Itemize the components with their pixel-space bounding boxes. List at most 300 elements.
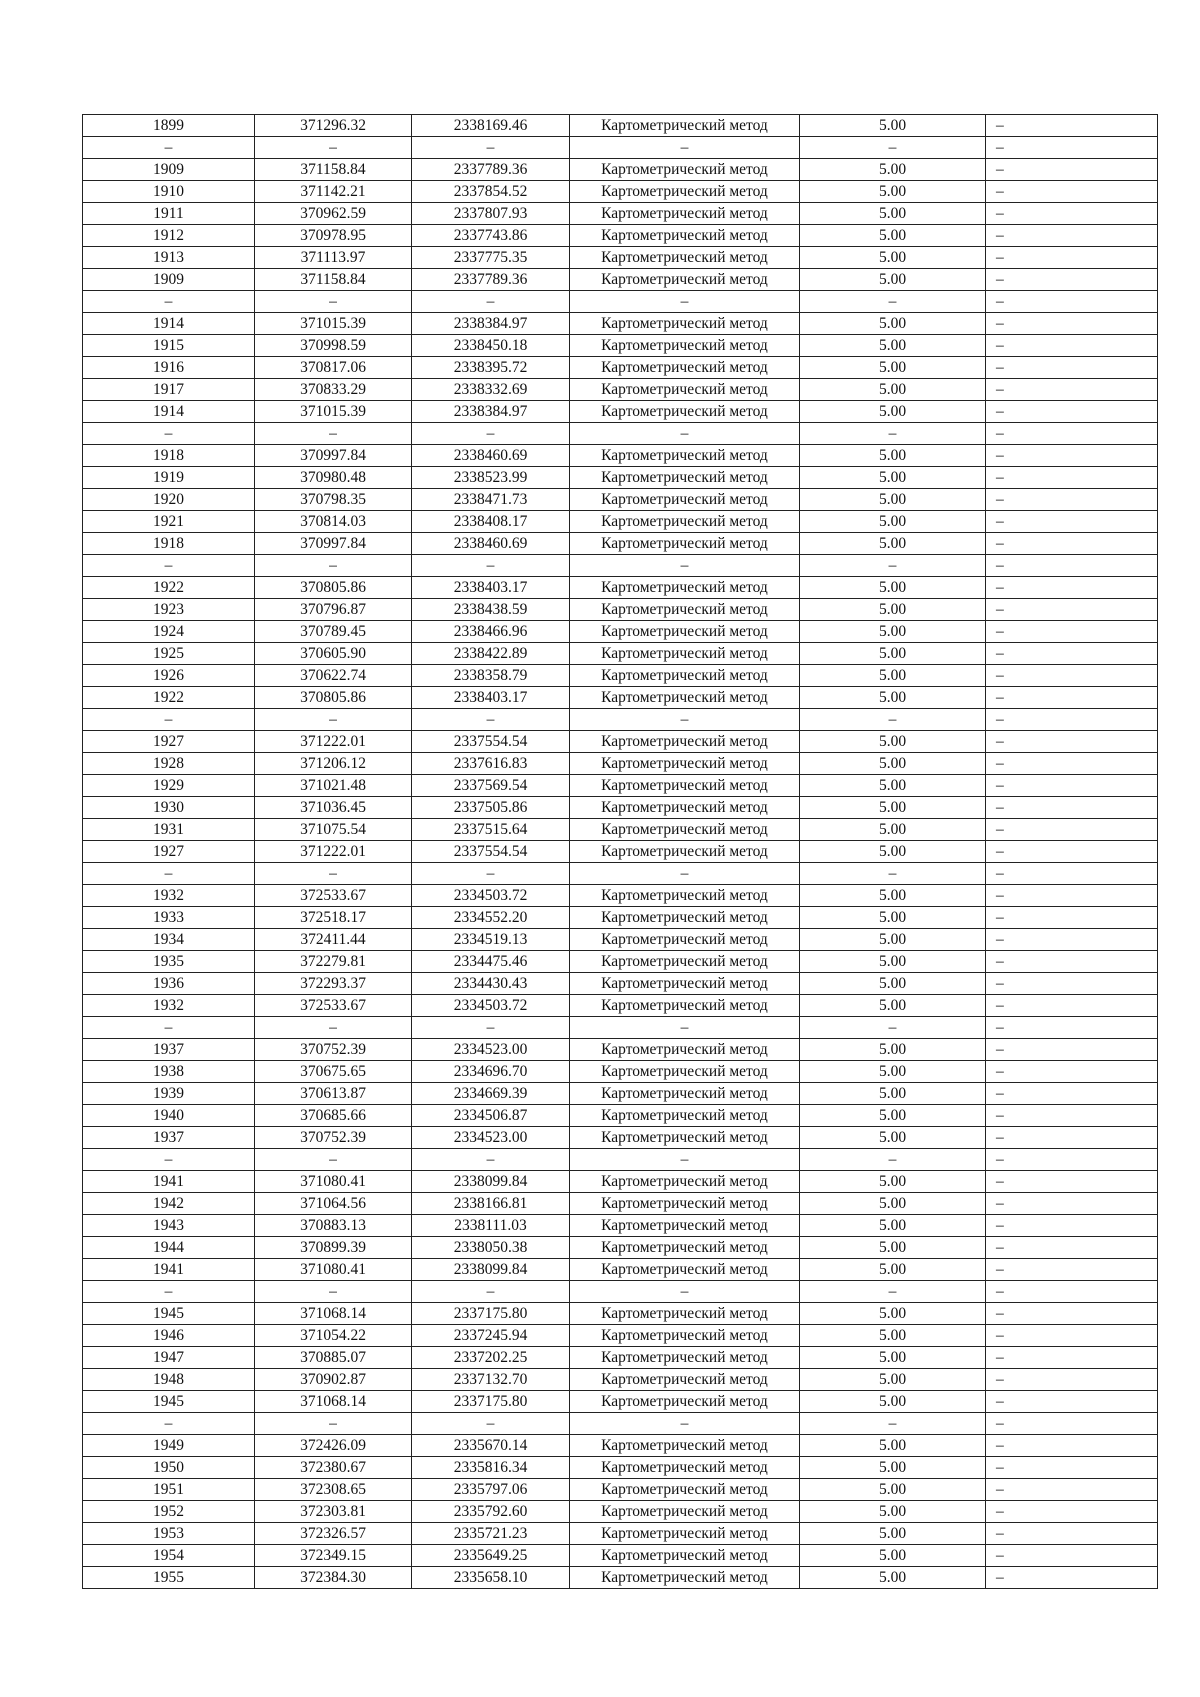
x-coordinate-cell: 372349.15 bbox=[255, 1545, 412, 1567]
method-cell: Картометрический метод bbox=[570, 885, 800, 907]
table-row bbox=[83, 1259, 1158, 1281]
remark-cell: – bbox=[986, 181, 1158, 203]
y-coordinate-cell: 2334430.43 bbox=[412, 973, 570, 995]
x-coordinate-cell: 371113.97 bbox=[255, 247, 412, 269]
method-cell: Картометрический метод bbox=[570, 467, 800, 489]
remark-cell: – bbox=[986, 1523, 1158, 1545]
y-coordinate-cell: – bbox=[412, 1281, 570, 1303]
accuracy-cell: 5.00 bbox=[800, 687, 986, 709]
x-coordinate-cell: 370613.87 bbox=[255, 1083, 412, 1105]
remark-cell: – bbox=[986, 1303, 1158, 1325]
table-row bbox=[83, 643, 1158, 665]
point-number-cell: – bbox=[83, 423, 255, 445]
x-coordinate-cell: 370998.59 bbox=[255, 335, 412, 357]
y-coordinate-cell: 2338050.38 bbox=[412, 1237, 570, 1259]
table-row bbox=[83, 1061, 1158, 1083]
accuracy-cell: 5.00 bbox=[800, 753, 986, 775]
table-row bbox=[83, 907, 1158, 929]
method-cell: Картометрический метод bbox=[570, 1567, 800, 1589]
y-coordinate-cell: 2334523.00 bbox=[412, 1127, 570, 1149]
remark-cell: – bbox=[986, 995, 1158, 1017]
table-row bbox=[83, 1105, 1158, 1127]
x-coordinate-cell: 372411.44 bbox=[255, 929, 412, 951]
point-number-cell: – bbox=[83, 709, 255, 731]
y-coordinate-cell: 2337789.36 bbox=[412, 159, 570, 181]
y-coordinate-cell: 2338395.72 bbox=[412, 357, 570, 379]
accuracy-cell: – bbox=[800, 1149, 986, 1171]
table-row bbox=[83, 1347, 1158, 1369]
point-number-cell: 1932 bbox=[83, 885, 255, 907]
y-coordinate-cell: 2334503.72 bbox=[412, 995, 570, 1017]
point-number-cell: 1949 bbox=[83, 1435, 255, 1457]
method-cell: Картометрический метод bbox=[570, 929, 800, 951]
method-cell: Картометрический метод bbox=[570, 951, 800, 973]
y-coordinate-cell: 2338099.84 bbox=[412, 1171, 570, 1193]
table-row bbox=[83, 995, 1158, 1017]
x-coordinate-cell: 371080.41 bbox=[255, 1171, 412, 1193]
accuracy-cell: 5.00 bbox=[800, 841, 986, 863]
point-number-cell: 1937 bbox=[83, 1127, 255, 1149]
coordinate-table bbox=[82, 114, 1158, 1589]
x-coordinate-cell: 370978.95 bbox=[255, 225, 412, 247]
point-number-cell: 1934 bbox=[83, 929, 255, 951]
table-row bbox=[83, 203, 1158, 225]
method-cell: Картометрический метод bbox=[570, 489, 800, 511]
point-number-cell: 1943 bbox=[83, 1215, 255, 1237]
method-cell: Картометрический метод bbox=[570, 335, 800, 357]
table-row bbox=[83, 1457, 1158, 1479]
table-row bbox=[83, 1413, 1158, 1435]
method-cell: – bbox=[570, 1149, 800, 1171]
remark-cell: – bbox=[986, 1369, 1158, 1391]
accuracy-cell: 5.00 bbox=[800, 511, 986, 533]
table-row bbox=[83, 599, 1158, 621]
y-coordinate-cell: 2338466.96 bbox=[412, 621, 570, 643]
method-cell: Картометрический метод bbox=[570, 797, 800, 819]
point-number-cell: 1921 bbox=[83, 511, 255, 533]
method-cell: Картометрический метод bbox=[570, 203, 800, 225]
y-coordinate-cell: 2338358.79 bbox=[412, 665, 570, 687]
table-row bbox=[83, 929, 1158, 951]
x-coordinate-cell: 370798.35 bbox=[255, 489, 412, 511]
table-row bbox=[83, 445, 1158, 467]
point-number-cell: – bbox=[83, 555, 255, 577]
table-row bbox=[83, 1501, 1158, 1523]
point-number-cell: 1939 bbox=[83, 1083, 255, 1105]
point-number-cell: 1941 bbox=[83, 1259, 255, 1281]
y-coordinate-cell: – bbox=[412, 555, 570, 577]
x-coordinate-cell: 371068.14 bbox=[255, 1391, 412, 1413]
remark-cell: – bbox=[986, 1017, 1158, 1039]
x-coordinate-cell: 370902.87 bbox=[255, 1369, 412, 1391]
y-coordinate-cell: 2334669.39 bbox=[412, 1083, 570, 1105]
method-cell: Картометрический метод bbox=[570, 731, 800, 753]
method-cell: Картометрический метод bbox=[570, 1435, 800, 1457]
method-cell: Картометрический метод bbox=[570, 1391, 800, 1413]
accuracy-cell: 5.00 bbox=[800, 1083, 986, 1105]
method-cell: Картометрический метод bbox=[570, 269, 800, 291]
y-coordinate-cell: 2338111.03 bbox=[412, 1215, 570, 1237]
method-cell: Картометрический метод bbox=[570, 643, 800, 665]
table-row bbox=[83, 1281, 1158, 1303]
remark-cell: – bbox=[986, 247, 1158, 269]
table-row bbox=[83, 863, 1158, 885]
point-number-cell: 1945 bbox=[83, 1391, 255, 1413]
y-coordinate-cell: 2334475.46 bbox=[412, 951, 570, 973]
method-cell: Картометрический метод bbox=[570, 1105, 800, 1127]
method-cell: Картометрический метод bbox=[570, 1545, 800, 1567]
accuracy-cell: 5.00 bbox=[800, 467, 986, 489]
remark-cell: – bbox=[986, 533, 1158, 555]
point-number-cell: 1911 bbox=[83, 203, 255, 225]
accuracy-cell: 5.00 bbox=[800, 1259, 986, 1281]
point-number-cell: 1909 bbox=[83, 159, 255, 181]
y-coordinate-cell: – bbox=[412, 423, 570, 445]
y-coordinate-cell: 2334503.72 bbox=[412, 885, 570, 907]
method-cell: Картометрический метод bbox=[570, 1369, 800, 1391]
y-coordinate-cell: 2335658.10 bbox=[412, 1567, 570, 1589]
method-cell: Картометрический метод bbox=[570, 401, 800, 423]
x-coordinate-cell: 370685.66 bbox=[255, 1105, 412, 1127]
accuracy-cell: 5.00 bbox=[800, 1567, 986, 1589]
table-row bbox=[83, 1193, 1158, 1215]
table-row bbox=[83, 1039, 1158, 1061]
x-coordinate-cell: 371075.54 bbox=[255, 819, 412, 841]
table-row bbox=[83, 511, 1158, 533]
accuracy-cell: 5.00 bbox=[800, 335, 986, 357]
table-row bbox=[83, 1237, 1158, 1259]
method-cell: Картометрический метод bbox=[570, 753, 800, 775]
point-number-cell: 1937 bbox=[83, 1039, 255, 1061]
point-number-cell: 1953 bbox=[83, 1523, 255, 1545]
y-coordinate-cell: 2338403.17 bbox=[412, 687, 570, 709]
method-cell: Картометрический метод bbox=[570, 357, 800, 379]
method-cell: Картометрический метод bbox=[570, 1457, 800, 1479]
table-row bbox=[83, 1083, 1158, 1105]
x-coordinate-cell: – bbox=[255, 423, 412, 445]
y-coordinate-cell: 2338422.89 bbox=[412, 643, 570, 665]
method-cell: Картометрический метод bbox=[570, 973, 800, 995]
point-number-cell: 1929 bbox=[83, 775, 255, 797]
point-number-cell: 1916 bbox=[83, 357, 255, 379]
y-coordinate-cell: 2334552.20 bbox=[412, 907, 570, 929]
accuracy-cell: 5.00 bbox=[800, 1215, 986, 1237]
point-number-cell: 1932 bbox=[83, 995, 255, 1017]
x-coordinate-cell: – bbox=[255, 137, 412, 159]
method-cell: Картометрический метод bbox=[570, 511, 800, 533]
y-coordinate-cell: 2338166.81 bbox=[412, 1193, 570, 1215]
accuracy-cell: 5.00 bbox=[800, 159, 986, 181]
point-number-cell: 1955 bbox=[83, 1567, 255, 1589]
remark-cell: – bbox=[986, 1127, 1158, 1149]
point-number-cell: 1926 bbox=[83, 665, 255, 687]
accuracy-cell: – bbox=[800, 137, 986, 159]
accuracy-cell: 5.00 bbox=[800, 489, 986, 511]
y-coordinate-cell: 2338384.97 bbox=[412, 401, 570, 423]
x-coordinate-cell: 370885.07 bbox=[255, 1347, 412, 1369]
table-row bbox=[83, 423, 1158, 445]
accuracy-cell: 5.00 bbox=[800, 1347, 986, 1369]
point-number-cell: 1928 bbox=[83, 753, 255, 775]
x-coordinate-cell: – bbox=[255, 1413, 412, 1435]
x-coordinate-cell: 371015.39 bbox=[255, 401, 412, 423]
method-cell: Картометрический метод bbox=[570, 1347, 800, 1369]
remark-cell: – bbox=[986, 1171, 1158, 1193]
table-row bbox=[83, 665, 1158, 687]
y-coordinate-cell: 2334506.87 bbox=[412, 1105, 570, 1127]
method-cell: Картометрический метод bbox=[570, 1237, 800, 1259]
remark-cell: – bbox=[986, 1039, 1158, 1061]
y-coordinate-cell: 2337854.52 bbox=[412, 181, 570, 203]
x-coordinate-cell: 372293.37 bbox=[255, 973, 412, 995]
table-row bbox=[83, 247, 1158, 269]
remark-cell: – bbox=[986, 1457, 1158, 1479]
remark-cell: – bbox=[986, 401, 1158, 423]
y-coordinate-cell: 2337175.80 bbox=[412, 1303, 570, 1325]
point-number-cell: 1945 bbox=[83, 1303, 255, 1325]
y-coordinate-cell: 2337505.86 bbox=[412, 797, 570, 819]
table-row bbox=[83, 357, 1158, 379]
remark-cell: – bbox=[986, 269, 1158, 291]
accuracy-cell: 5.00 bbox=[800, 973, 986, 995]
point-number-cell: – bbox=[83, 1017, 255, 1039]
remark-cell: – bbox=[986, 423, 1158, 445]
x-coordinate-cell: 372303.81 bbox=[255, 1501, 412, 1523]
remark-cell: – bbox=[986, 489, 1158, 511]
method-cell: Картометрический метод bbox=[570, 1259, 800, 1281]
accuracy-cell: 5.00 bbox=[800, 1193, 986, 1215]
method-cell: Картометрический метод bbox=[570, 379, 800, 401]
remark-cell: – bbox=[986, 1479, 1158, 1501]
remark-cell: – bbox=[986, 555, 1158, 577]
method-cell: Картометрический метод bbox=[570, 819, 800, 841]
y-coordinate-cell: 2335670.14 bbox=[412, 1435, 570, 1457]
y-coordinate-cell: 2334696.70 bbox=[412, 1061, 570, 1083]
remark-cell: – bbox=[986, 445, 1158, 467]
table-row bbox=[83, 489, 1158, 511]
table-row bbox=[83, 1567, 1158, 1589]
x-coordinate-cell: 370817.06 bbox=[255, 357, 412, 379]
accuracy-cell: 5.00 bbox=[800, 797, 986, 819]
point-number-cell: – bbox=[83, 137, 255, 159]
table-row bbox=[83, 885, 1158, 907]
table-row bbox=[83, 709, 1158, 731]
x-coordinate-cell: 372518.17 bbox=[255, 907, 412, 929]
accuracy-cell: 5.00 bbox=[800, 1127, 986, 1149]
table-row bbox=[83, 335, 1158, 357]
table-row bbox=[83, 269, 1158, 291]
table-row bbox=[83, 1435, 1158, 1457]
remark-cell: – bbox=[986, 643, 1158, 665]
point-number-cell: 1940 bbox=[83, 1105, 255, 1127]
point-number-cell: 1920 bbox=[83, 489, 255, 511]
method-cell: Картометрический метод bbox=[570, 1039, 800, 1061]
method-cell: Картометрический метод bbox=[570, 1303, 800, 1325]
x-coordinate-cell: 372384.30 bbox=[255, 1567, 412, 1589]
y-coordinate-cell: 2335792.60 bbox=[412, 1501, 570, 1523]
remark-cell: – bbox=[986, 819, 1158, 841]
remark-cell: – bbox=[986, 1435, 1158, 1457]
method-cell: Картометрический метод bbox=[570, 1171, 800, 1193]
method-cell: Картометрический метод bbox=[570, 247, 800, 269]
x-coordinate-cell: 371054.22 bbox=[255, 1325, 412, 1347]
method-cell: – bbox=[570, 1017, 800, 1039]
remark-cell: – bbox=[986, 291, 1158, 313]
table-row bbox=[83, 1149, 1158, 1171]
method-cell: Картометрический метод bbox=[570, 1193, 800, 1215]
x-coordinate-cell: 372380.67 bbox=[255, 1457, 412, 1479]
y-coordinate-cell: 2335797.06 bbox=[412, 1479, 570, 1501]
point-number-cell: 1948 bbox=[83, 1369, 255, 1391]
method-cell: Картометрический метод bbox=[570, 115, 800, 137]
accuracy-cell: 5.00 bbox=[800, 621, 986, 643]
accuracy-cell: 5.00 bbox=[800, 819, 986, 841]
method-cell: Картометрический метод bbox=[570, 1479, 800, 1501]
y-coordinate-cell: 2334523.00 bbox=[412, 1039, 570, 1061]
table-row bbox=[83, 291, 1158, 313]
y-coordinate-cell: – bbox=[412, 709, 570, 731]
x-coordinate-cell: 371222.01 bbox=[255, 841, 412, 863]
point-number-cell: – bbox=[83, 1149, 255, 1171]
method-cell: Картометрический метод bbox=[570, 775, 800, 797]
accuracy-cell: 5.00 bbox=[800, 885, 986, 907]
accuracy-cell: – bbox=[800, 709, 986, 731]
x-coordinate-cell: 370899.39 bbox=[255, 1237, 412, 1259]
y-coordinate-cell: 2337245.94 bbox=[412, 1325, 570, 1347]
y-coordinate-cell: 2337616.83 bbox=[412, 753, 570, 775]
method-cell: Картометрический метод bbox=[570, 841, 800, 863]
method-cell: – bbox=[570, 709, 800, 731]
accuracy-cell: 5.00 bbox=[800, 1369, 986, 1391]
y-coordinate-cell: 2337807.93 bbox=[412, 203, 570, 225]
remark-cell: – bbox=[986, 1281, 1158, 1303]
y-coordinate-cell: 2337515.64 bbox=[412, 819, 570, 841]
table-row bbox=[83, 753, 1158, 775]
x-coordinate-cell: 370605.90 bbox=[255, 643, 412, 665]
accuracy-cell: 5.00 bbox=[800, 775, 986, 797]
remark-cell: – bbox=[986, 1545, 1158, 1567]
remark-cell: – bbox=[986, 1347, 1158, 1369]
remark-cell: – bbox=[986, 885, 1158, 907]
method-cell: Картометрический метод bbox=[570, 665, 800, 687]
x-coordinate-cell: 371158.84 bbox=[255, 159, 412, 181]
x-coordinate-cell: 370833.29 bbox=[255, 379, 412, 401]
remark-cell: – bbox=[986, 467, 1158, 489]
x-coordinate-cell: 370622.74 bbox=[255, 665, 412, 687]
accuracy-cell: 5.00 bbox=[800, 313, 986, 335]
point-number-cell: 1915 bbox=[83, 335, 255, 357]
table-row bbox=[83, 181, 1158, 203]
accuracy-cell: – bbox=[800, 555, 986, 577]
table-row bbox=[83, 973, 1158, 995]
table-row bbox=[83, 621, 1158, 643]
table-row bbox=[83, 841, 1158, 863]
point-number-cell: 1924 bbox=[83, 621, 255, 643]
y-coordinate-cell: – bbox=[412, 1413, 570, 1435]
y-coordinate-cell: 2338450.18 bbox=[412, 335, 570, 357]
method-cell: Картометрический метод bbox=[570, 225, 800, 247]
x-coordinate-cell: – bbox=[255, 1281, 412, 1303]
accuracy-cell: 5.00 bbox=[800, 1303, 986, 1325]
accuracy-cell: 5.00 bbox=[800, 1457, 986, 1479]
x-coordinate-cell: – bbox=[255, 863, 412, 885]
x-coordinate-cell: 370980.48 bbox=[255, 467, 412, 489]
point-number-cell: – bbox=[83, 1413, 255, 1435]
point-number-cell: – bbox=[83, 1281, 255, 1303]
point-number-cell: 1914 bbox=[83, 401, 255, 423]
accuracy-cell: 5.00 bbox=[800, 269, 986, 291]
point-number-cell: 1950 bbox=[83, 1457, 255, 1479]
remark-cell: – bbox=[986, 951, 1158, 973]
accuracy-cell: 5.00 bbox=[800, 731, 986, 753]
remark-cell: – bbox=[986, 1259, 1158, 1281]
x-coordinate-cell: 370805.86 bbox=[255, 577, 412, 599]
x-coordinate-cell: 372308.65 bbox=[255, 1479, 412, 1501]
accuracy-cell: – bbox=[800, 423, 986, 445]
method-cell: Картометрический метод bbox=[570, 1215, 800, 1237]
method-cell: – bbox=[570, 423, 800, 445]
table-row bbox=[83, 1303, 1158, 1325]
remark-cell: – bbox=[986, 731, 1158, 753]
accuracy-cell: 5.00 bbox=[800, 379, 986, 401]
x-coordinate-cell: 370752.39 bbox=[255, 1039, 412, 1061]
accuracy-cell: 5.00 bbox=[800, 181, 986, 203]
table-row bbox=[83, 1171, 1158, 1193]
point-number-cell: 1927 bbox=[83, 841, 255, 863]
method-cell: Картометрический метод bbox=[570, 533, 800, 555]
table-row bbox=[83, 951, 1158, 973]
table-row bbox=[83, 1017, 1158, 1039]
y-coordinate-cell: – bbox=[412, 1149, 570, 1171]
x-coordinate-cell: 371296.32 bbox=[255, 115, 412, 137]
accuracy-cell: 5.00 bbox=[800, 577, 986, 599]
point-number-cell: 1930 bbox=[83, 797, 255, 819]
remark-cell: – bbox=[986, 621, 1158, 643]
remark-cell: – bbox=[986, 335, 1158, 357]
method-cell: Картометрический метод bbox=[570, 1501, 800, 1523]
remark-cell: – bbox=[986, 1413, 1158, 1435]
remark-cell: – bbox=[986, 1105, 1158, 1127]
point-number-cell: 1927 bbox=[83, 731, 255, 753]
accuracy-cell: 5.00 bbox=[800, 907, 986, 929]
y-coordinate-cell: 2338438.59 bbox=[412, 599, 570, 621]
accuracy-cell: 5.00 bbox=[800, 1061, 986, 1083]
remark-cell: – bbox=[986, 929, 1158, 951]
x-coordinate-cell: 370997.84 bbox=[255, 445, 412, 467]
table-row bbox=[83, 1369, 1158, 1391]
x-coordinate-cell: 371036.45 bbox=[255, 797, 412, 819]
table-row bbox=[83, 1215, 1158, 1237]
remark-cell: – bbox=[986, 797, 1158, 819]
x-coordinate-cell: 372279.81 bbox=[255, 951, 412, 973]
point-number-cell: 1922 bbox=[83, 687, 255, 709]
table-row bbox=[83, 225, 1158, 247]
x-coordinate-cell: 370997.84 bbox=[255, 533, 412, 555]
remark-cell: – bbox=[986, 775, 1158, 797]
y-coordinate-cell: 2334519.13 bbox=[412, 929, 570, 951]
table-row bbox=[83, 115, 1158, 137]
table-row bbox=[83, 1479, 1158, 1501]
method-cell: Картометрический метод bbox=[570, 1083, 800, 1105]
table-row bbox=[83, 797, 1158, 819]
point-number-cell: – bbox=[83, 863, 255, 885]
y-coordinate-cell: 2338460.69 bbox=[412, 445, 570, 467]
remark-cell: – bbox=[986, 313, 1158, 335]
x-coordinate-cell: – bbox=[255, 1149, 412, 1171]
table-row bbox=[83, 159, 1158, 181]
accuracy-cell: – bbox=[800, 1017, 986, 1039]
point-number-cell: 1918 bbox=[83, 445, 255, 467]
